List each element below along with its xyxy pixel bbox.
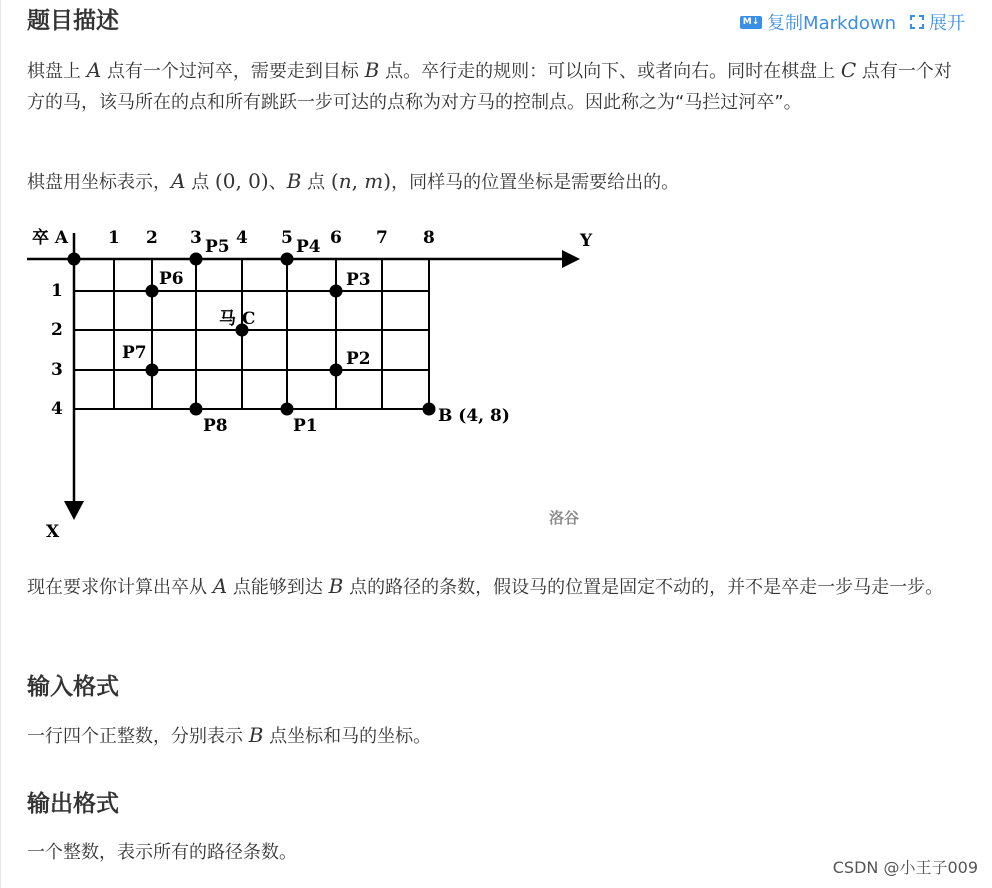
control-point-p7 <box>146 364 159 377</box>
control-point-p5 <box>190 253 203 266</box>
col-label: 4 <box>236 228 248 248</box>
row-label: 1 <box>51 281 63 301</box>
horse-c-label: 马 C <box>219 309 256 329</box>
row-label: 4 <box>51 399 63 419</box>
control-point-label: P7 <box>122 343 147 363</box>
pawn-a-label: 卒 A <box>32 228 69 248</box>
control-point-label: P8 <box>203 416 228 436</box>
top-actions <box>740 9 965 35</box>
row-label: 3 <box>51 360 63 380</box>
expand-button[interactable] <box>910 9 965 35</box>
output-format-text: 一个整数，表示所有的路径条数。 <box>27 842 297 863</box>
control-point-label: P1 <box>293 416 318 436</box>
control-point-label: P5 <box>205 237 230 257</box>
control-point-p2 <box>330 364 343 377</box>
target-b-point <box>423 403 436 416</box>
col-label: 1 <box>108 228 120 248</box>
col-label: 6 <box>330 228 342 248</box>
markdown-icon: M↓ <box>740 16 762 29</box>
col-label: 8 <box>423 228 435 248</box>
control-point-p3 <box>330 285 343 298</box>
expand-label: 展开 <box>929 13 965 34</box>
control-point-p1 <box>281 403 294 416</box>
x-axis-label: X <box>46 522 60 542</box>
description-paragraph-1: 棋盘上 A 点有一个过河卒，需要走到目标 B 点。卒行走的规则：可以向下、或者向右。同时在棋盘上 C 点有一个对方的马，该马所在的点和所有跳跃一步可达的点称为对方马的控制点。因此称之为“马拦过河卒”。 <box>27 58 952 113</box>
control-point-label: P2 <box>346 349 371 369</box>
output-format-title: 输出格式 <box>27 791 119 817</box>
description-title: 题目描述 <box>27 8 119 34</box>
chessboard-diagram <box>0 215 600 550</box>
control-point-label: P4 <box>296 237 321 257</box>
col-label: 3 <box>190 228 202 248</box>
control-point-p4 <box>281 253 294 266</box>
description-paragraph-2: 棋盘用坐标表示，A 点 (0, 0)、B 点 (n, m)，同样马的位置坐标是需要给出的。 <box>27 169 680 193</box>
control-point-p8 <box>190 403 203 416</box>
target-b-label: B (4, 8) <box>438 406 510 426</box>
copy-markdown-label: 复制Markdown <box>767 13 896 34</box>
col-label: 7 <box>376 228 388 248</box>
col-label: 2 <box>146 228 158 248</box>
x-axis-arrowhead <box>64 501 84 520</box>
y-axis-arrowhead <box>562 250 580 268</box>
control-point-p6 <box>146 285 159 298</box>
input-format-text: 一行四个正整数，分别表示 B 点坐标和马的坐标。 <box>27 723 432 747</box>
description-paragraph-3: 现在要求你计算出卒从 A 点能够到达 B 点的路径的条数，假设马的位置是固定不动的，并不是卒走一步马走一步。 <box>27 574 944 598</box>
expand-icon <box>910 15 924 29</box>
input-format-title: 输入格式 <box>27 674 119 700</box>
y-axis-label: Y <box>580 231 593 251</box>
row-label: 2 <box>51 320 63 340</box>
pawn-a-point <box>68 253 81 266</box>
csdn-watermark: CSDN @小王子009 <box>833 855 978 878</box>
control-point-label: P3 <box>346 270 371 290</box>
col-label: 5 <box>281 228 293 248</box>
copy-markdown-button[interactable] <box>740 9 896 35</box>
luogu-watermark: 洛谷 <box>549 509 580 527</box>
control-point-label: P6 <box>159 269 184 289</box>
